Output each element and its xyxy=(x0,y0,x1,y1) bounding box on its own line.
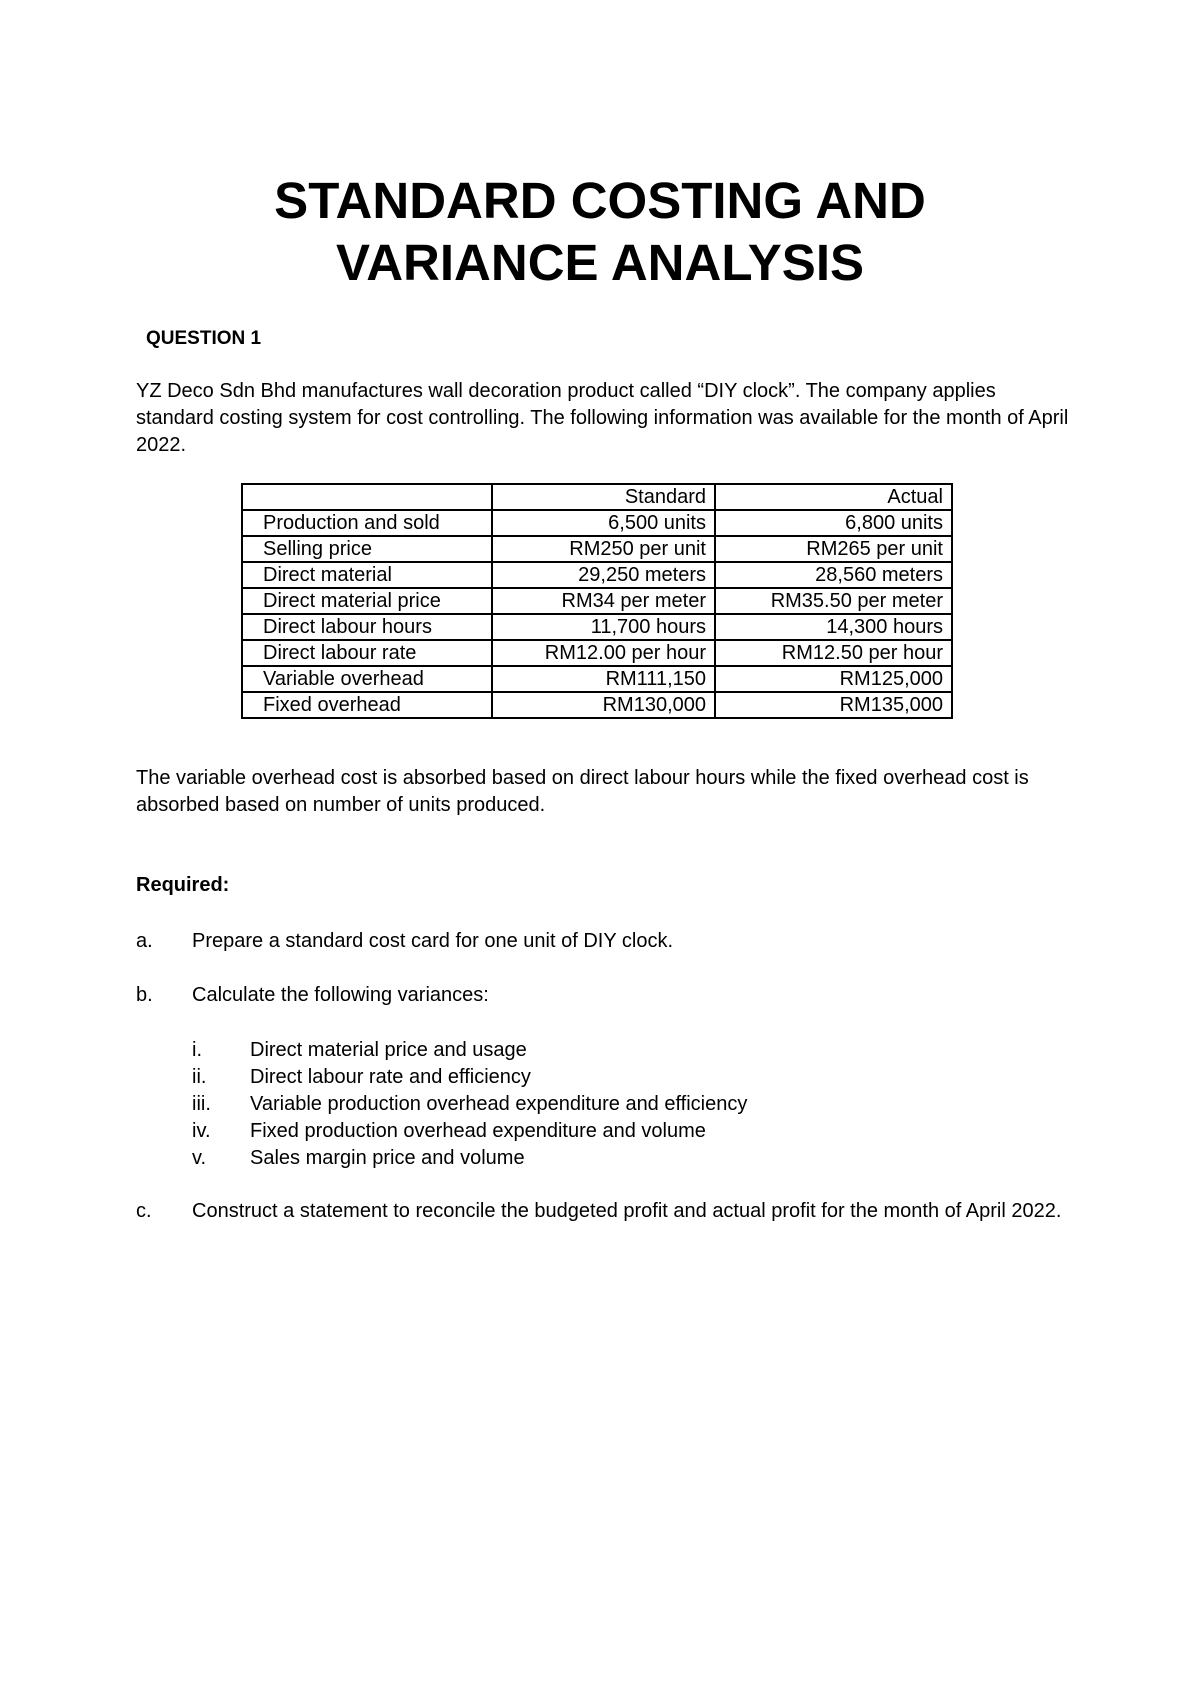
variance-text: Direct labour rate and efficiency xyxy=(250,1066,531,1088)
table-row xyxy=(242,588,952,614)
actual-value: RM125,000 xyxy=(715,666,952,692)
standard-value: RM111,150 xyxy=(492,666,715,692)
absorption-note: The variable overhead cost is absorbed based on direct labour hours while the fixed overhead cost is absorbed based on number of units produced. xyxy=(136,767,1029,816)
list-item xyxy=(192,1145,1012,1172)
standard-value: RM34 per meter xyxy=(492,588,715,614)
requirement-letter: c. xyxy=(136,1200,152,1222)
title-line-1: STANDARD COSTING AND xyxy=(274,172,926,229)
row-label: Direct material price xyxy=(242,588,492,614)
variance-text: Sales margin price and volume xyxy=(250,1147,525,1169)
requirement-letter: b. xyxy=(136,984,153,1006)
actual-value: RM265 per unit xyxy=(715,536,952,562)
variance-number: iv. xyxy=(192,1120,211,1142)
standard-value: RM130,000 xyxy=(492,692,715,718)
standard-value: RM250 per unit xyxy=(492,536,715,562)
table-header-label xyxy=(242,484,492,510)
page-title xyxy=(0,170,1200,294)
actual-value: RM35.50 per meter xyxy=(715,588,952,614)
variance-number: iii. xyxy=(192,1093,211,1115)
cost-data-table xyxy=(241,483,953,719)
row-label: Fixed overhead xyxy=(242,692,492,718)
table-row xyxy=(242,666,952,692)
actual-value: 28,560 meters xyxy=(715,562,952,588)
row-label: Variable overhead xyxy=(242,666,492,692)
required-heading: Required: xyxy=(136,874,230,896)
variance-list xyxy=(192,1037,1012,1172)
variance-text: Fixed production overhead expenditure and volume xyxy=(250,1120,706,1142)
variance-number: ii. xyxy=(192,1066,207,1088)
list-item xyxy=(192,1091,1012,1118)
requirement-text: Construct a statement to reconcile the budgeted profit and actual profit for the month of April 2022. xyxy=(192,1200,1062,1222)
table-header-standard: Standard xyxy=(492,484,715,510)
variance-number: i. xyxy=(192,1039,202,1061)
table-row xyxy=(242,562,952,588)
row-label: Direct material xyxy=(242,562,492,588)
row-label: Direct labour hours xyxy=(242,614,492,640)
title-line-2: VARIANCE ANALYSIS xyxy=(335,234,865,291)
row-label: Selling price xyxy=(242,536,492,562)
actual-value: RM135,000 xyxy=(715,692,952,718)
requirement-text: Calculate the following variances: xyxy=(192,984,489,1006)
standard-value: 29,250 meters xyxy=(492,562,715,588)
list-item xyxy=(192,1037,1012,1064)
question-heading: QUESTION 1 xyxy=(146,328,262,349)
table-header-row xyxy=(242,484,952,510)
variance-text: Direct material price and usage xyxy=(250,1039,527,1061)
standard-value: RM12.00 per hour xyxy=(492,640,715,666)
variance-number: v. xyxy=(192,1147,207,1169)
row-label: Direct labour rate xyxy=(242,640,492,666)
variance-text: Variable production overhead expenditure and efficiency xyxy=(250,1093,748,1115)
table-header-actual: Actual xyxy=(715,484,952,510)
intro-paragraph: YZ Deco Sdn Bhd manufactures wall decoration product called “DIY clock”. The company applies standard costing system for cost controlling. The following information was available for the month of April 2022. xyxy=(136,380,1069,456)
actual-value: 6,800 units xyxy=(715,510,952,536)
table-row xyxy=(242,692,952,718)
actual-value: 14,300 hours xyxy=(715,614,952,640)
list-item xyxy=(192,1118,1012,1145)
requirement-letter: a. xyxy=(136,930,153,952)
list-item xyxy=(192,1064,1012,1091)
row-label: Production and sold xyxy=(242,510,492,536)
standard-value: 11,700 hours xyxy=(492,614,715,640)
requirement-text: Prepare a standard cost card for one unit of DIY clock. xyxy=(192,930,673,952)
standard-value: 6,500 units xyxy=(492,510,715,536)
table-row xyxy=(242,510,952,536)
table-row xyxy=(242,536,952,562)
table-row xyxy=(242,640,952,666)
actual-value: RM12.50 per hour xyxy=(715,640,952,666)
table-row xyxy=(242,614,952,640)
